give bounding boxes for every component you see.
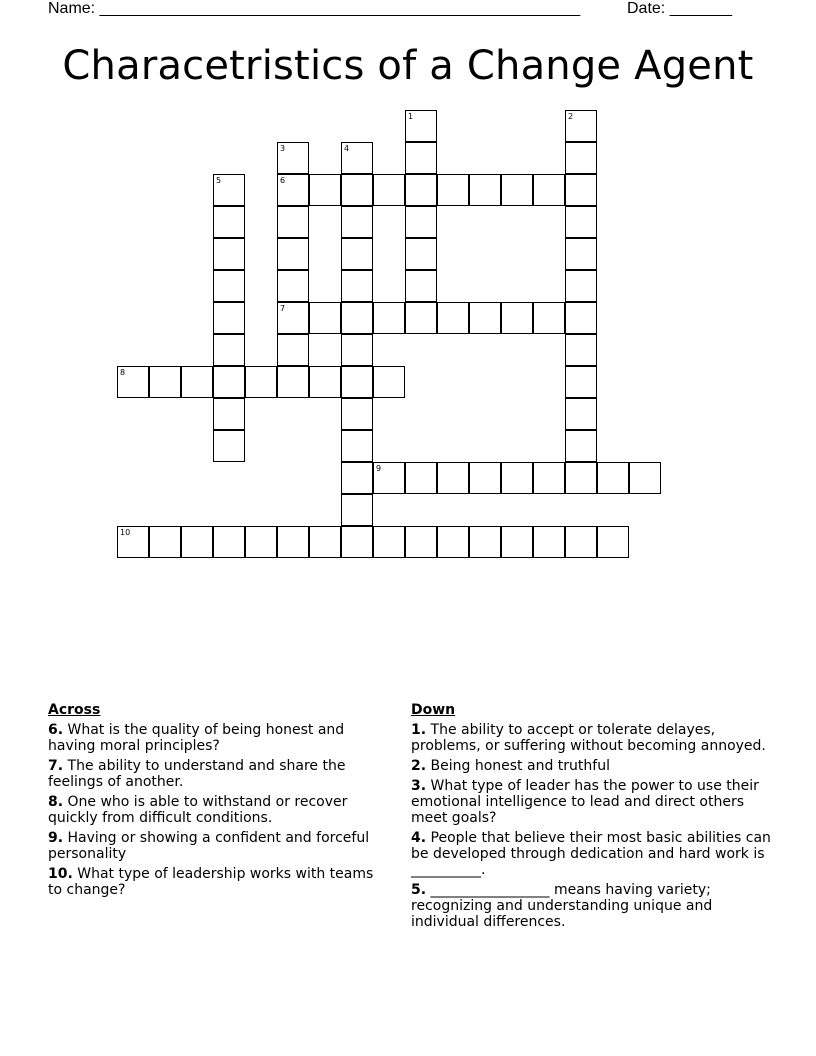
clue-number-label: 5 (216, 176, 222, 185)
date-blank[interactable]: _______ (669, 0, 732, 17)
across-clue (48, 794, 388, 826)
crossword-cell[interactable] (213, 238, 245, 270)
crossword-cell[interactable] (277, 366, 309, 398)
crossword-cell[interactable] (533, 174, 565, 206)
crossword-cell[interactable] (277, 238, 309, 270)
crossword-cell[interactable] (277, 270, 309, 302)
crossword-cell[interactable] (565, 366, 597, 398)
clue-text: What type of leader has the power to use their emotional intelligence to lead and direct others meet goals? (411, 778, 759, 826)
crossword-cell[interactable] (341, 142, 373, 174)
crossword-cell[interactable] (213, 366, 245, 398)
clue-number-label: 7 (280, 304, 286, 313)
clue-number-label: 8 (120, 368, 126, 377)
crossword-cell[interactable] (309, 302, 341, 334)
across-clue (48, 830, 388, 862)
crossword-cell[interactable] (565, 110, 597, 142)
clue-text: One who is able to withstand or recover quickly from difficult conditions. (48, 794, 348, 826)
crossword-cell[interactable] (565, 334, 597, 366)
crossword-cell[interactable] (213, 430, 245, 462)
crossword-cell[interactable] (405, 238, 437, 270)
clue-text: What is the quality of being honest and having moral principles? (48, 722, 345, 754)
clue-number: 7. (48, 758, 64, 774)
clue-number: 1. (411, 722, 427, 738)
crossword-cell[interactable] (565, 142, 597, 174)
crossword-cell[interactable] (405, 206, 437, 238)
down-clue (411, 722, 771, 754)
crossword-cell[interactable] (597, 526, 629, 558)
across-heading: Across (48, 702, 101, 718)
crossword-cell[interactable] (373, 174, 405, 206)
clue-number-label: 9 (376, 464, 382, 473)
crossword-cell[interactable] (245, 526, 277, 558)
crossword-cell[interactable] (405, 110, 437, 142)
crossword-cell[interactable] (213, 206, 245, 238)
clue-number: 8. (48, 794, 64, 810)
clue-number-label: 1 (408, 112, 414, 121)
crossword-cell[interactable] (533, 526, 565, 558)
crossword-cell[interactable] (341, 526, 373, 558)
crossword-cell[interactable] (373, 462, 405, 494)
crossword-cell[interactable] (373, 526, 405, 558)
across-clue (48, 722, 388, 754)
crossword-cell[interactable] (341, 174, 373, 206)
crossword-cell[interactable] (309, 366, 341, 398)
crossword-cell[interactable] (405, 270, 437, 302)
crossword-cell[interactable] (437, 526, 469, 558)
clue-number: 3. (411, 778, 427, 794)
crossword-cell[interactable] (341, 302, 373, 334)
down-clue (411, 830, 771, 878)
crossword-cell[interactable] (341, 398, 373, 430)
name-blank[interactable]: ______________________________________________________ (99, 0, 581, 17)
crossword-cell[interactable] (309, 526, 341, 558)
clue-number: 6. (48, 722, 64, 738)
down-clue (411, 882, 771, 930)
clue-number-label: 4 (344, 144, 350, 153)
crossword-cell[interactable] (501, 174, 533, 206)
crossword-cell[interactable] (629, 462, 661, 494)
crossword-cell[interactable] (469, 302, 501, 334)
crossword-cell[interactable] (565, 526, 597, 558)
clue-text: The ability to understand and share the feelings of another. (48, 758, 346, 790)
crossword-cell[interactable] (565, 398, 597, 430)
crossword-cell[interactable] (341, 366, 373, 398)
date-label: Date: (627, 0, 666, 17)
clue-number: 9. (48, 830, 64, 846)
down-heading: Down (411, 702, 456, 718)
crossword-cell[interactable] (565, 430, 597, 462)
crossword-cell[interactable] (341, 206, 373, 238)
crossword-cell[interactable] (149, 526, 181, 558)
crossword-cell[interactable] (533, 302, 565, 334)
crossword-cell[interactable] (213, 270, 245, 302)
crossword-cell[interactable] (437, 302, 469, 334)
crossword-cell[interactable] (245, 366, 277, 398)
down-clue (411, 778, 771, 826)
crossword-cell[interactable] (405, 302, 437, 334)
crossword-cell[interactable] (341, 462, 373, 494)
clue-number: 10. (48, 866, 73, 882)
crossword-cell[interactable] (565, 462, 597, 494)
crossword-cell[interactable] (309, 174, 341, 206)
crossword-cell[interactable] (501, 302, 533, 334)
clue-number-label: 10 (120, 528, 131, 537)
crossword-cell[interactable] (117, 366, 149, 398)
crossword-cell[interactable] (213, 526, 245, 558)
crossword-cell[interactable] (213, 334, 245, 366)
crossword-cell[interactable] (277, 142, 309, 174)
crossword-cell[interactable] (277, 302, 309, 334)
crossword-cell[interactable] (277, 526, 309, 558)
crossword-cell[interactable] (405, 174, 437, 206)
crossword-cell[interactable] (565, 174, 597, 206)
clue-text: The ability to accept or tolerate delayes, problems, or suffering without becoming annoyed. (411, 722, 766, 754)
clue-number-label: 2 (568, 112, 574, 121)
crossword-cell[interactable] (373, 366, 405, 398)
crossword-cell[interactable] (341, 238, 373, 270)
crossword-cell[interactable] (341, 270, 373, 302)
crossword-cell[interactable] (469, 174, 501, 206)
clue-text: What type of leadership works with teams to change? (48, 866, 374, 898)
clue-number: 4. (411, 830, 427, 846)
crossword-cell[interactable] (341, 334, 373, 366)
clue-number-label: 6 (280, 176, 286, 185)
crossword-cell[interactable] (341, 430, 373, 462)
down-clues (411, 702, 771, 934)
crossword-cell[interactable] (373, 302, 405, 334)
crossword-cell[interactable] (501, 462, 533, 494)
across-clue (48, 866, 388, 898)
crossword-cell[interactable] (437, 462, 469, 494)
crossword-cell[interactable] (277, 174, 309, 206)
crossword-cell[interactable] (277, 206, 309, 238)
crossword-cell[interactable] (565, 238, 597, 270)
clue-text: Being honest and truthful (430, 758, 610, 774)
crossword-cell[interactable] (469, 462, 501, 494)
crossword-cell[interactable] (213, 302, 245, 334)
clue-number: 5. (411, 882, 427, 898)
crossword-cell[interactable] (149, 366, 181, 398)
crossword-cell[interactable] (533, 462, 565, 494)
crossword-cell[interactable] (181, 526, 213, 558)
clue-text: _________________ means having variety; recognizing and understanding unique and individual differences. (411, 882, 713, 930)
clue-number-label: 3 (280, 144, 286, 153)
crossword-cell[interactable] (405, 462, 437, 494)
across-clue (48, 758, 388, 790)
crossword-cell[interactable] (213, 398, 245, 430)
crossword-cell[interactable] (469, 526, 501, 558)
name-label: Name: (48, 0, 96, 17)
crossword-cell[interactable] (565, 270, 597, 302)
clue-text: People that believe their most basic abilities can be developed through dedication and hard work is __________. (411, 830, 771, 878)
crossword-cell[interactable] (277, 334, 309, 366)
crossword-cell[interactable] (565, 206, 597, 238)
page-title: Characetristics of a Change Agent (62, 43, 754, 89)
crossword-cell[interactable] (341, 494, 373, 526)
clue-number: 2. (411, 758, 427, 774)
crossword-cell[interactable] (181, 366, 213, 398)
crossword-cell[interactable] (405, 142, 437, 174)
crossword-cell[interactable] (405, 526, 437, 558)
across-clues (48, 702, 388, 902)
crossword-cell[interactable] (437, 174, 469, 206)
crossword-cell[interactable] (213, 174, 245, 206)
crossword-cell[interactable] (501, 526, 533, 558)
crossword-cell[interactable] (117, 526, 149, 558)
clue-text: Having or showing a confident and forceful personality (48, 830, 370, 862)
crossword-cell[interactable] (597, 462, 629, 494)
down-clue (411, 758, 771, 774)
crossword-cell[interactable] (565, 302, 597, 334)
